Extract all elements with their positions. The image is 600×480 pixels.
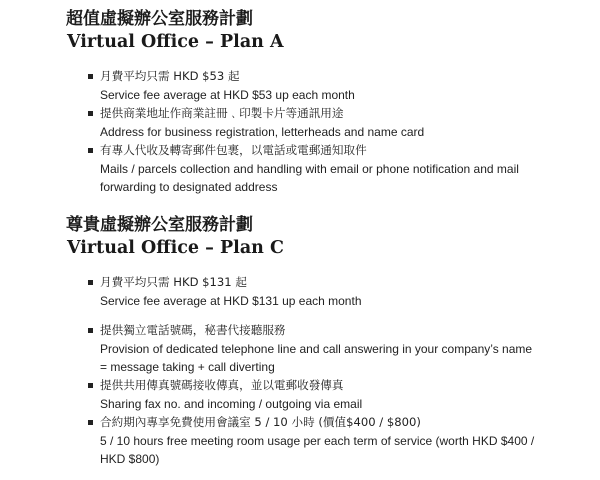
- bullet-icon: [88, 111, 93, 116]
- bullet-icon: [88, 420, 93, 425]
- bullet-icon: [88, 280, 93, 285]
- feature-english: Address for business registration, letterheads and name card: [100, 125, 425, 139]
- feature-chinese: 提供獨立電話號碼，秘書代接聽服務: [100, 323, 286, 337]
- feature-chinese: 月費平均只需 HKD $53 起: [100, 69, 240, 83]
- feature-chinese: 合約期內專享免費使用會議室 5 / 10 小時 (價值$400 / $800): [100, 415, 421, 429]
- feature-english: Provision of dedicated telephone line and call answering in your company’s name = message taking + call diverting: [100, 342, 533, 374]
- plan-a-title-english: Virtual Office – Plan A: [67, 32, 284, 52]
- feature-chinese: 有專人代收及轉寄郵件包裹，以電話或電郵通知取件: [100, 143, 367, 157]
- feature-english: 5 / 10 hours free meeting room usage per each term of service (worth HKD $400 / HKD $800): [100, 434, 535, 466]
- plan-c-title-chinese: 尊貴虛擬辦公室服務計劃: [66, 215, 253, 235]
- bullet-icon: [88, 148, 93, 153]
- feature-english: Service fee average at HKD $131 up each month: [100, 294, 362, 308]
- plan-c-title-english: Virtual Office – Plan C: [67, 238, 284, 258]
- feature-chinese: 月費平均只需 HKD $131 起: [100, 275, 247, 289]
- feature-english: Service fee average at HKD $53 up each month: [100, 88, 355, 102]
- plan-a-title-chinese: 超值虛擬辦公室服務計劃: [66, 9, 253, 29]
- feature-english: Mails / parcels collection and handling with email or phone notification and mail forwarding to designated address: [100, 162, 519, 194]
- feature-chinese: 提供商業地址作商業註冊﹑印製卡片等通訊用途: [100, 106, 344, 120]
- bullet-icon: [88, 328, 93, 333]
- feature-chinese: 提供共用傳真號碼接收傳真，並以電郵收發傳真: [100, 378, 344, 392]
- feature-english: Sharing fax no. and incoming / outgoing via email: [100, 397, 363, 411]
- bullet-icon: [88, 383, 93, 388]
- bullet-icon: [88, 74, 93, 79]
